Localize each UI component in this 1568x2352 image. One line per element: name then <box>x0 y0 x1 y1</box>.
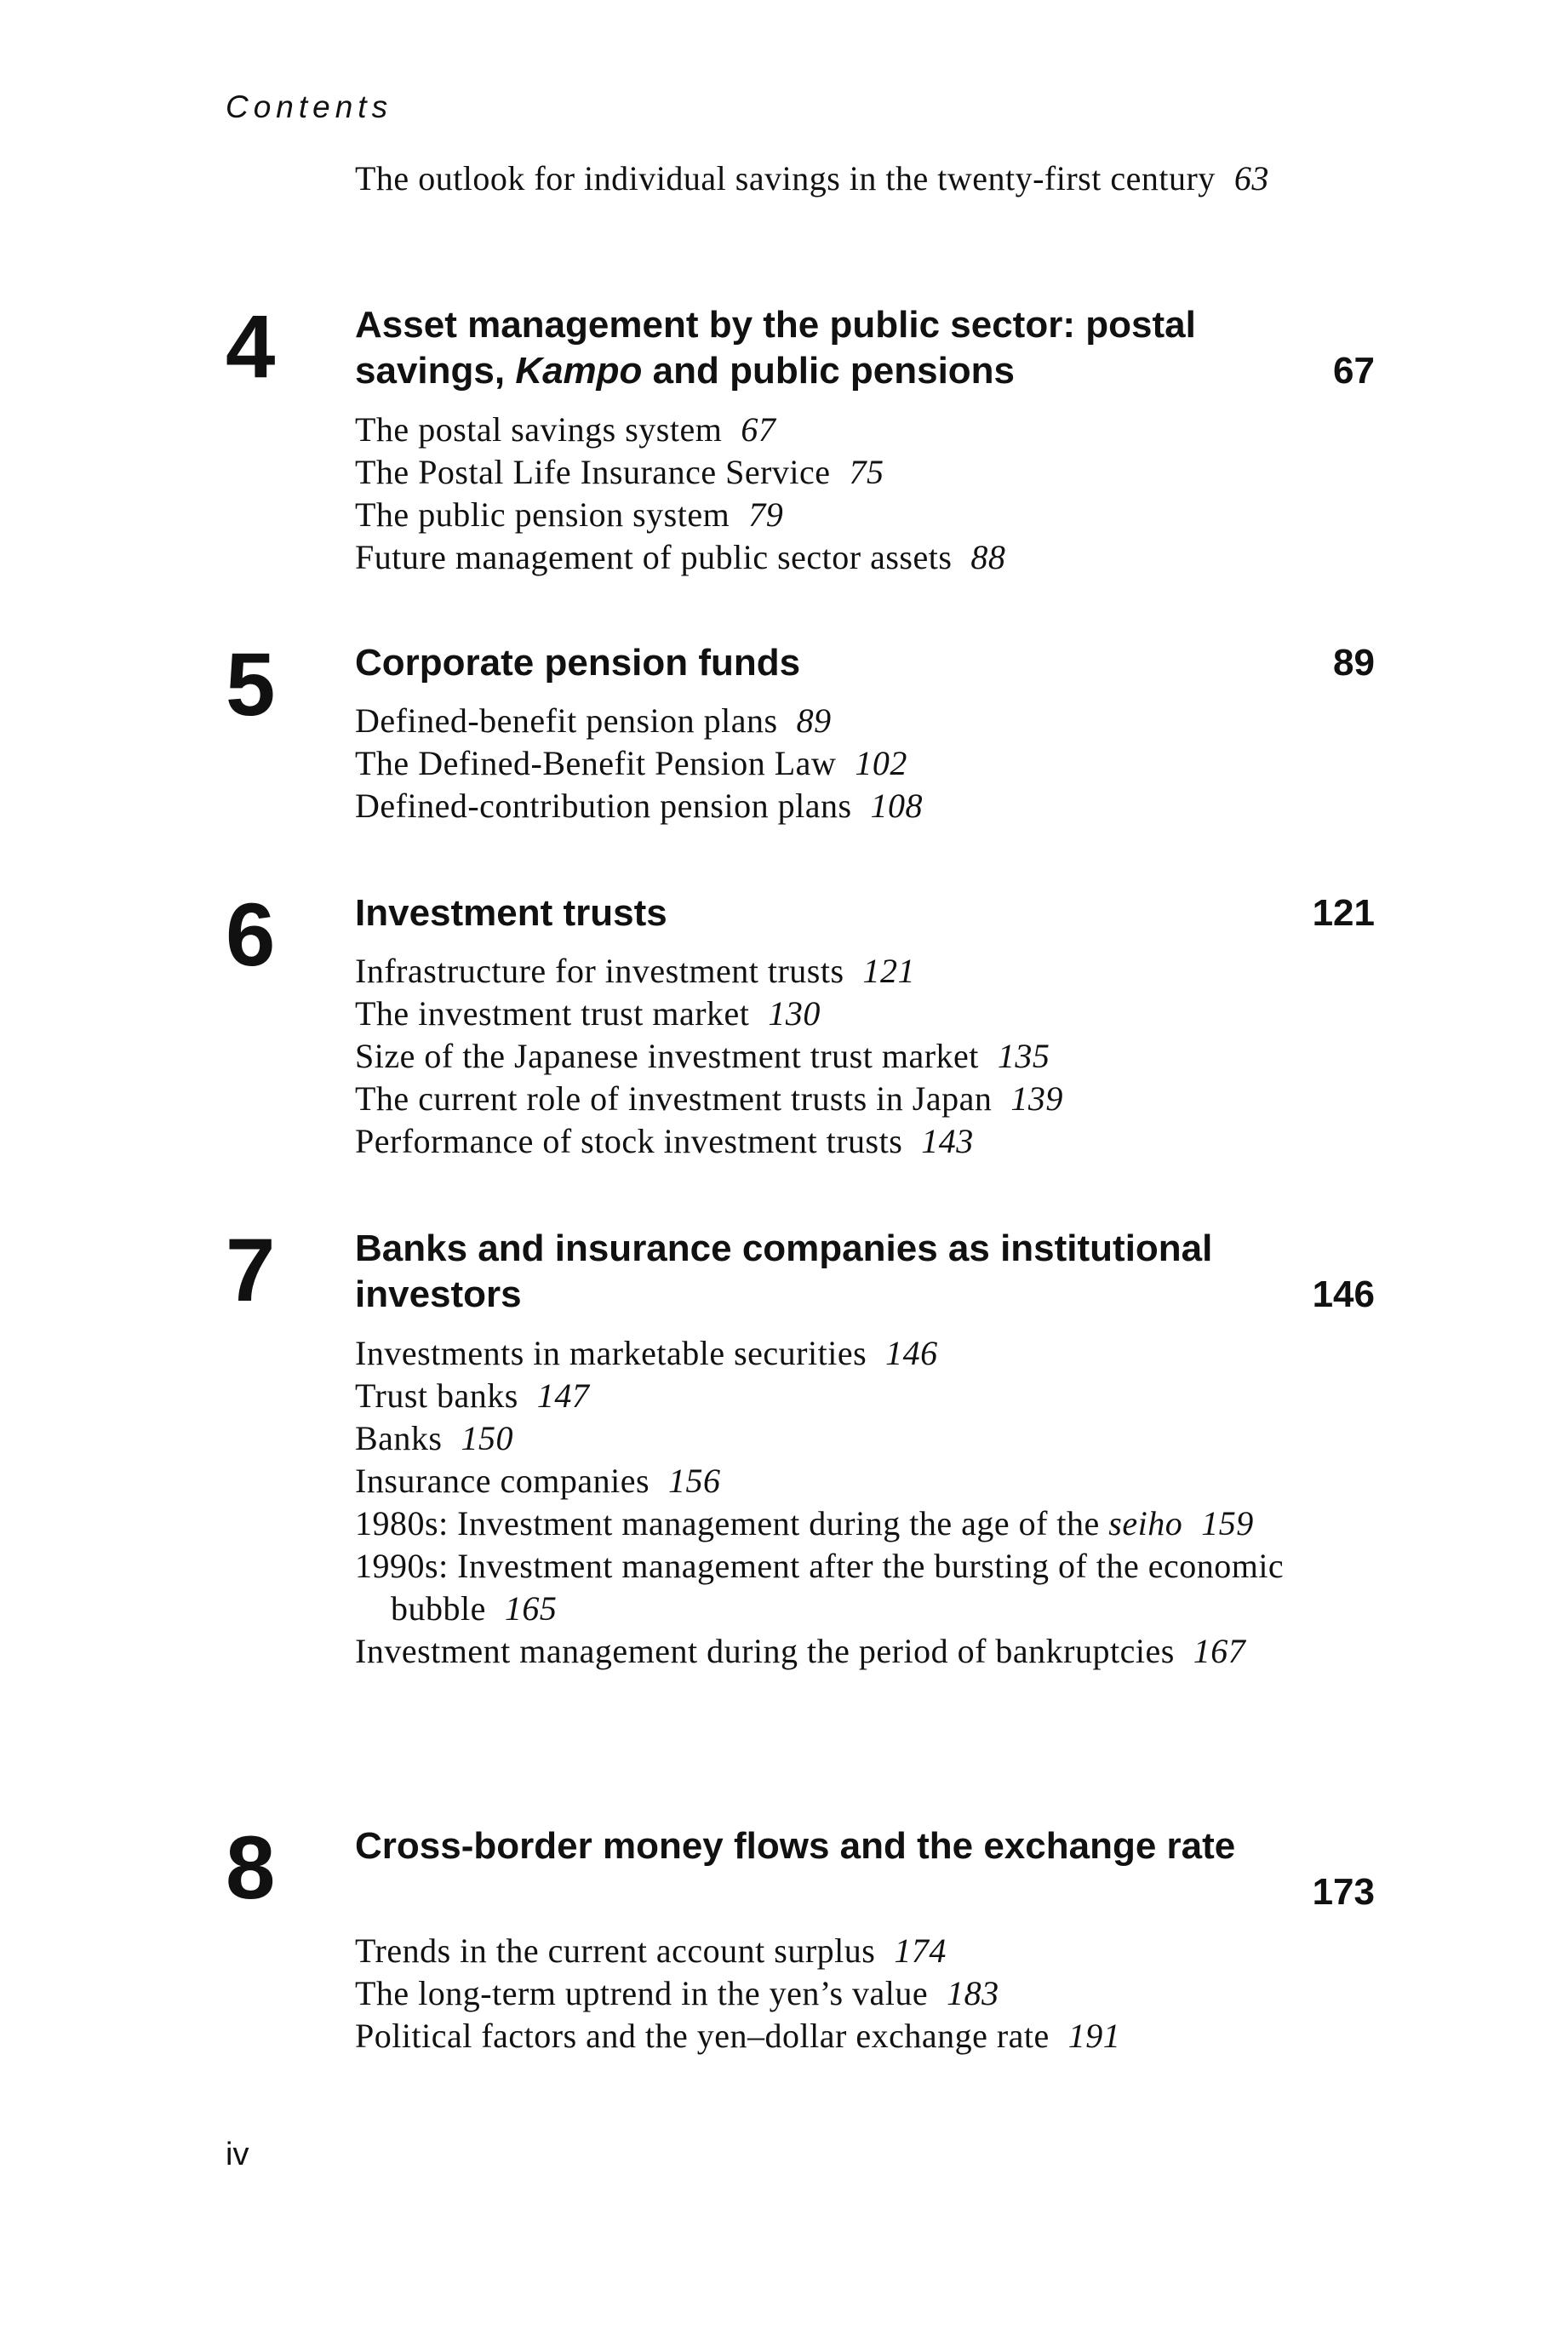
chapter-sections <box>355 700 1376 827</box>
toc-entry: The investment trust market 130 <box>355 994 821 1033</box>
toc-entry: Infrastructure for investment trusts 121 <box>355 952 916 990</box>
chapter-title: Investment trusts <box>355 892 667 934</box>
toc-entry: Trust banks 147 <box>355 1376 590 1415</box>
chapter-page: 121 <box>1312 892 1375 934</box>
toc-entry: The current role of investment trusts in Japan 139 <box>355 1079 1063 1118</box>
toc-entry: Insurance companies 156 <box>355 1462 721 1500</box>
toc-entry <box>355 157 1291 200</box>
page-number: iv <box>226 2137 249 2172</box>
toc-entry: Trends in the current account surplus 174 <box>355 1931 947 1970</box>
chapter-page: 173 <box>1312 1871 1375 1913</box>
toc-entry: The long-term uptrend in the yen’s value 183 <box>355 1974 999 2012</box>
toc-entry: Performance of stock investment trusts 143 <box>355 1122 974 1160</box>
chapter-title: Banks and insurance companies as institutional investors <box>355 1228 1213 1315</box>
chapter-number: 8 <box>226 1818 276 1918</box>
entry-page: 63 <box>1233 159 1269 197</box>
chapter-sections <box>355 409 1376 579</box>
chapter-page: 89 <box>1333 642 1375 684</box>
toc-entry: The postal savings system 67 <box>355 410 776 449</box>
toc-entry: Defined-benefit pension plans 89 <box>355 701 832 740</box>
chapter-sections <box>355 1930 1376 2057</box>
toc-entry: Political factors and the yen–dollar exchange rate 191 <box>355 2017 1121 2055</box>
toc-entry: The Postal Life Insurance Service 75 <box>355 453 884 491</box>
chapter-title: Corporate pension funds <box>355 642 801 684</box>
toc-entry: The Defined-Benefit Pension Law 102 <box>355 744 907 782</box>
toc-entry: 1990s: Investment management after the bursting of the economic bubble 165 <box>355 1547 1285 1628</box>
running-head: Contents <box>226 89 393 124</box>
chapter-number: 7 <box>226 1221 276 1320</box>
toc-entry: Investment management during the period of bankruptcies 167 <box>355 1632 1246 1670</box>
chapter-sections <box>355 1332 1376 1673</box>
toc-entry: The public pension system 79 <box>355 495 784 534</box>
chapter-number: 5 <box>226 635 276 735</box>
chapter-number: 4 <box>226 297 276 397</box>
toc-entry: Defined-contribution pension plans 108 <box>355 787 924 825</box>
entry-title: The outlook for individual savings in the twenty-first century <box>355 159 1216 197</box>
chapter-page: 146 <box>1312 1273 1375 1315</box>
chapter-sections <box>355 950 1376 1163</box>
toc-entry: Investments in marketable securities 146 <box>355 1334 938 1372</box>
toc-entry: Size of the Japanese investment trust market 135 <box>355 1037 1050 1075</box>
chapter-page: 67 <box>1333 350 1375 392</box>
toc-entry: 1980s: Investment management during the age of the seiho 159 <box>355 1504 1254 1542</box>
chapter-title: Cross-border money flows and the exchange rate <box>355 1825 1236 1867</box>
toc-entry: Future management of public sector assets 88 <box>355 538 1006 576</box>
toc-entry: Banks 150 <box>355 1419 513 1457</box>
chapter-number: 6 <box>226 885 276 985</box>
chapter-title: Asset management by the public sector: postal savings, Kampo and public pensions <box>355 304 1196 392</box>
intro-sections <box>355 157 1291 200</box>
